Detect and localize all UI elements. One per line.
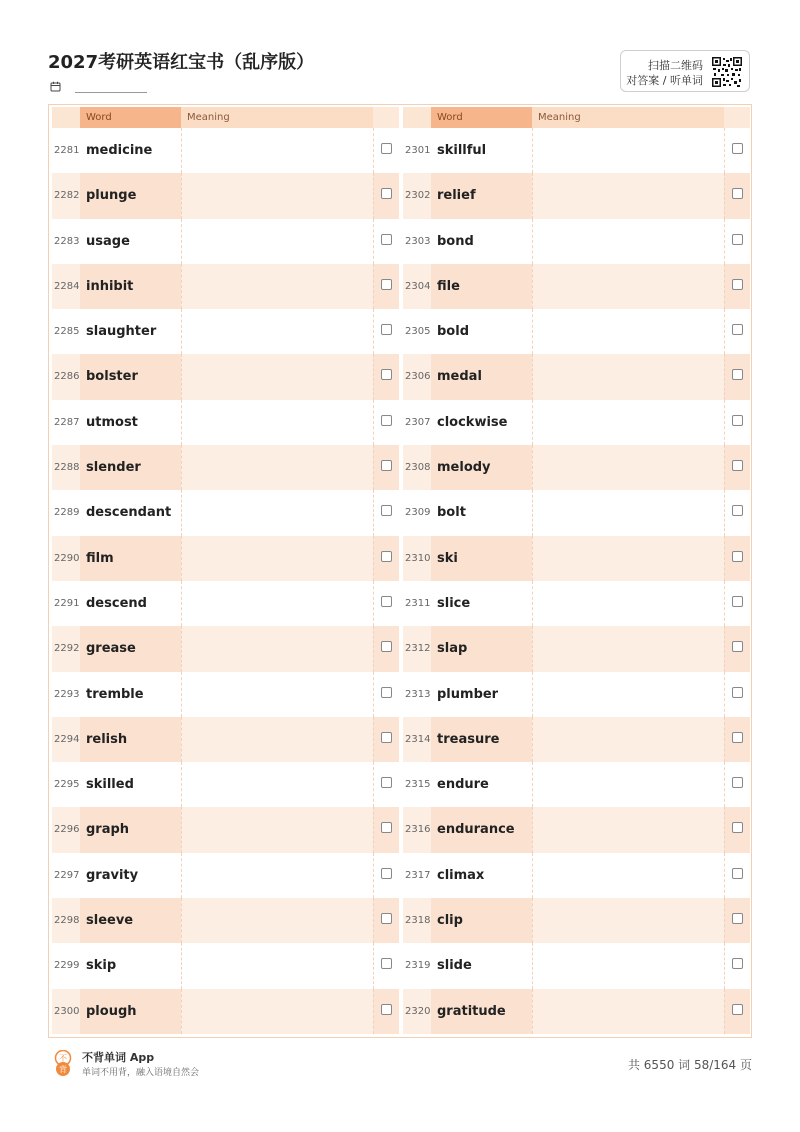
word-number: 2310: [405, 552, 431, 564]
table-row: [403, 626, 750, 671]
checkbox[interactable]: [732, 415, 743, 426]
word-text: tremble: [86, 686, 144, 702]
word-text: medicine: [86, 143, 153, 158]
header-meaning: Meaning: [181, 107, 373, 128]
word-text: bond: [437, 233, 474, 249]
meaning-cell[interactable]: [181, 354, 373, 399]
meaning-cell[interactable]: [181, 400, 373, 445]
qr-caption-line1: 扫描二维码: [648, 59, 703, 72]
word-text: sleeve: [86, 913, 134, 929]
qr-code-icon[interactable]: [711, 56, 743, 88]
meaning-cell[interactable]: [532, 354, 724, 399]
word-number: 2289: [54, 507, 80, 519]
table-row: [403, 173, 750, 218]
table-row: [403, 807, 750, 852]
word-text: plumber: [437, 686, 499, 702]
table-row: [52, 989, 399, 1034]
meaning-cell[interactable]: [532, 717, 724, 762]
meaning-cell[interactable]: [181, 173, 373, 218]
meaning-cell[interactable]: [532, 898, 724, 943]
page-info: 共 6550 词 58/164 页: [627, 1058, 752, 1072]
table-row: [52, 400, 399, 445]
table-row: [403, 581, 750, 626]
header-meaning: Meaning: [532, 107, 724, 128]
checkbox[interactable]: [381, 143, 392, 154]
word-number: 2318: [405, 915, 431, 927]
word-text: bold: [437, 324, 469, 340]
meaning-cell[interactable]: [181, 853, 373, 898]
right-column: [403, 107, 750, 1034]
word-text: skillful: [437, 143, 487, 158]
table-row: [403, 264, 750, 309]
checkbox[interactable]: [381, 777, 392, 788]
meaning-cell[interactable]: [532, 219, 724, 264]
checkbox[interactable]: [381, 551, 392, 562]
word-text: climax: [437, 867, 485, 883]
checkbox[interactable]: [732, 460, 743, 471]
table-row: [52, 354, 399, 399]
meaning-cell[interactable]: [532, 400, 724, 445]
word-number: 2290: [54, 552, 80, 564]
checkbox[interactable]: [732, 958, 743, 969]
checkbox[interactable]: [732, 279, 743, 290]
table-row: [403, 762, 750, 807]
word-text: descend: [86, 595, 147, 611]
word-number: 2282: [54, 190, 80, 202]
table-row: [52, 898, 399, 943]
table-row: [403, 400, 750, 445]
checkbox[interactable]: [732, 505, 743, 516]
table-row: [52, 219, 399, 264]
checkbox[interactable]: [381, 279, 392, 290]
checkbox[interactable]: [381, 460, 392, 471]
checkbox[interactable]: [732, 913, 743, 924]
checkbox[interactable]: [732, 1004, 743, 1015]
meaning-cell[interactable]: [181, 219, 373, 264]
meaning-cell[interactable]: [181, 445, 373, 490]
word-number: 2292: [54, 643, 80, 655]
word-number: 2286: [54, 371, 80, 383]
word-number: 2284: [54, 280, 80, 292]
qr-panel: [620, 50, 750, 92]
checkbox[interactable]: [732, 234, 743, 245]
word-number: 2312: [405, 643, 431, 655]
checkbox[interactable]: [381, 505, 392, 516]
word-number: 2309: [405, 507, 431, 519]
word-text: relief: [437, 188, 476, 204]
checkbox[interactable]: [732, 687, 743, 698]
table-row: [52, 672, 399, 717]
word-number: 2316: [405, 824, 431, 836]
word-number: 2317: [405, 869, 431, 881]
table-row: [403, 354, 750, 399]
meaning-cell[interactable]: [181, 989, 373, 1034]
table-row: [403, 989, 750, 1034]
meaning-cell[interactable]: [532, 762, 724, 807]
checkbox[interactable]: [381, 687, 392, 698]
checkbox[interactable]: [381, 641, 392, 652]
meaning-cell[interactable]: [532, 626, 724, 671]
meaning-cell[interactable]: [181, 898, 373, 943]
checkbox[interactable]: [732, 596, 743, 607]
word-text: skip: [86, 958, 117, 974]
page-title: 2027考研英语红宝书（乱序版）: [48, 52, 315, 73]
word-text: film: [86, 550, 114, 566]
word-text: endure: [437, 777, 489, 793]
word-text: melody: [437, 460, 491, 476]
table-row: [403, 853, 750, 898]
word-text: plough: [86, 1003, 137, 1019]
word-number: 2288: [54, 462, 80, 474]
calendar-icon: [50, 81, 61, 92]
meaning-cell[interactable]: [181, 943, 373, 988]
meaning-cell[interactable]: [181, 309, 373, 354]
word-number: 2297: [54, 869, 80, 881]
date-blank-line: [75, 80, 147, 93]
checkbox[interactable]: [381, 732, 392, 743]
meaning-cell[interactable]: [532, 445, 724, 490]
word-number: 2304: [405, 280, 431, 292]
word-text: slap: [437, 641, 468, 657]
word-number: 2307: [405, 416, 431, 428]
word-table: [48, 104, 752, 1038]
app-logo-icon: [52, 1050, 74, 1076]
word-text: plunge: [86, 188, 137, 204]
checkbox[interactable]: [732, 822, 743, 833]
table-row: [52, 762, 399, 807]
word-text: treasure: [437, 731, 500, 747]
table-row: [403, 445, 750, 490]
checkbox[interactable]: [381, 188, 392, 199]
word-text: file: [437, 278, 460, 294]
checkbox[interactable]: [732, 188, 743, 199]
table-row: [403, 943, 750, 988]
word-text: relish: [86, 731, 128, 747]
word-text: utmost: [86, 414, 138, 430]
checkbox[interactable]: [381, 1004, 392, 1015]
word-number: 2285: [54, 326, 80, 338]
word-number: 2301: [405, 145, 431, 156]
table-row: [403, 898, 750, 943]
checkbox[interactable]: [732, 324, 743, 335]
meaning-cell[interactable]: [532, 536, 724, 581]
table-row: [403, 219, 750, 264]
table-row: [52, 626, 399, 671]
checkbox[interactable]: [732, 732, 743, 743]
table-row: [52, 309, 399, 354]
checkbox[interactable]: [381, 415, 392, 426]
word-number: 2311: [405, 597, 431, 609]
word-number: 2303: [405, 235, 431, 247]
qr-caption-line2: 对答案 / 听单词: [626, 74, 703, 87]
checkbox[interactable]: [381, 822, 392, 833]
word-number: 2295: [54, 779, 80, 791]
meaning-cell[interactable]: [181, 264, 373, 309]
word-number: 2287: [54, 416, 80, 428]
word-text: clip: [437, 913, 463, 929]
meaning-cell[interactable]: [532, 853, 724, 898]
word-number: 2283: [54, 235, 80, 247]
checkbox[interactable]: [732, 551, 743, 562]
checkbox[interactable]: [381, 868, 392, 879]
word-number: 2308: [405, 462, 431, 474]
meaning-cell[interactable]: [532, 989, 724, 1034]
word-text: inhibit: [86, 278, 134, 294]
table-row: [52, 853, 399, 898]
checkbox[interactable]: [381, 324, 392, 335]
meaning-cell[interactable]: [532, 672, 724, 717]
word-text: gravity: [86, 867, 139, 883]
word-number: 2305: [405, 326, 431, 338]
table-row: [403, 490, 750, 535]
word-number: 2299: [54, 960, 80, 972]
meaning-cell[interactable]: [181, 672, 373, 717]
meaning-cell[interactable]: [181, 581, 373, 626]
checkbox[interactable]: [381, 958, 392, 969]
word-number: 2313: [405, 688, 431, 700]
checkbox[interactable]: [732, 641, 743, 652]
meaning-cell[interactable]: [181, 490, 373, 535]
checkbox[interactable]: [381, 596, 392, 607]
logo-text-top: 不: [59, 1054, 67, 1063]
table-row: [52, 807, 399, 852]
table-row: [52, 717, 399, 762]
word-text: endurance: [437, 822, 515, 838]
app-name: 不背单词 App: [82, 1051, 155, 1064]
meaning-cell[interactable]: [532, 490, 724, 535]
checkbox[interactable]: [381, 369, 392, 380]
meaning-cell[interactable]: [181, 762, 373, 807]
word-text: slice: [437, 595, 471, 611]
meaning-cell[interactable]: [532, 309, 724, 354]
word-number: 2314: [405, 733, 431, 745]
table-row: [403, 717, 750, 762]
table-row: [403, 309, 750, 354]
table-row: [52, 264, 399, 309]
checkbox[interactable]: [732, 868, 743, 879]
word-text: graph: [86, 822, 130, 838]
table-header: [52, 107, 399, 128]
meaning-cell[interactable]: [181, 128, 373, 173]
logo-text-bottom: 背: [59, 1065, 67, 1074]
table-row: [403, 536, 750, 581]
word-number: 2291: [54, 597, 80, 609]
table-row: [52, 128, 399, 173]
word-text: usage: [86, 233, 130, 249]
word-text: slide: [437, 958, 472, 974]
word-text: bolt: [437, 505, 466, 521]
word-text: bolster: [86, 369, 138, 385]
table-row: [52, 173, 399, 218]
header-word: Word: [431, 107, 532, 128]
word-number: 2320: [405, 1005, 431, 1017]
date-field: [50, 80, 147, 93]
word-text: grease: [86, 641, 136, 657]
meaning-cell[interactable]: [532, 264, 724, 309]
word-text: slender: [86, 460, 141, 476]
checkbox[interactable]: [732, 143, 743, 154]
word-text: slaughter: [86, 324, 157, 340]
word-text: gratitude: [437, 1003, 506, 1019]
meaning-cell[interactable]: [181, 536, 373, 581]
word-text: skilled: [86, 777, 134, 793]
checkbox[interactable]: [732, 369, 743, 380]
header-word: Word: [80, 107, 181, 128]
table-row: [403, 128, 750, 173]
word-number: 2294: [54, 733, 80, 745]
word-number: 2319: [405, 960, 431, 972]
word-number: 2281: [54, 145, 80, 156]
table-row: [52, 536, 399, 581]
meaning-cell[interactable]: [532, 943, 724, 988]
meaning-cell[interactable]: [532, 807, 724, 852]
meaning-cell[interactable]: [181, 717, 373, 762]
checkbox[interactable]: [381, 234, 392, 245]
word-text: ski: [437, 550, 458, 566]
word-text: descendant: [86, 505, 172, 521]
word-number: 2296: [54, 824, 80, 836]
word-number: 2293: [54, 688, 80, 700]
table-row: [52, 490, 399, 535]
meaning-cell[interactable]: [532, 581, 724, 626]
checkbox[interactable]: [732, 777, 743, 788]
checkbox[interactable]: [381, 913, 392, 924]
word-number: 2300: [54, 1005, 80, 1017]
meaning-cell[interactable]: [532, 173, 724, 218]
word-text: medal: [437, 369, 482, 385]
meaning-cell[interactable]: [181, 807, 373, 852]
app-slogan: 单词不用背，融入语境自然会: [82, 1068, 200, 1078]
table-header: [403, 107, 750, 128]
word-text: clockwise: [437, 414, 508, 430]
table-row: [52, 445, 399, 490]
word-number: 2298: [54, 915, 80, 927]
meaning-cell[interactable]: [532, 128, 724, 173]
word-number: 2306: [405, 371, 431, 383]
word-number: 2302: [405, 190, 431, 202]
table-row: [52, 581, 399, 626]
meaning-cell[interactable]: [181, 626, 373, 671]
word-number: 2315: [405, 779, 431, 791]
left-column: [52, 107, 399, 1034]
table-row: [52, 943, 399, 988]
table-row: [403, 672, 750, 717]
